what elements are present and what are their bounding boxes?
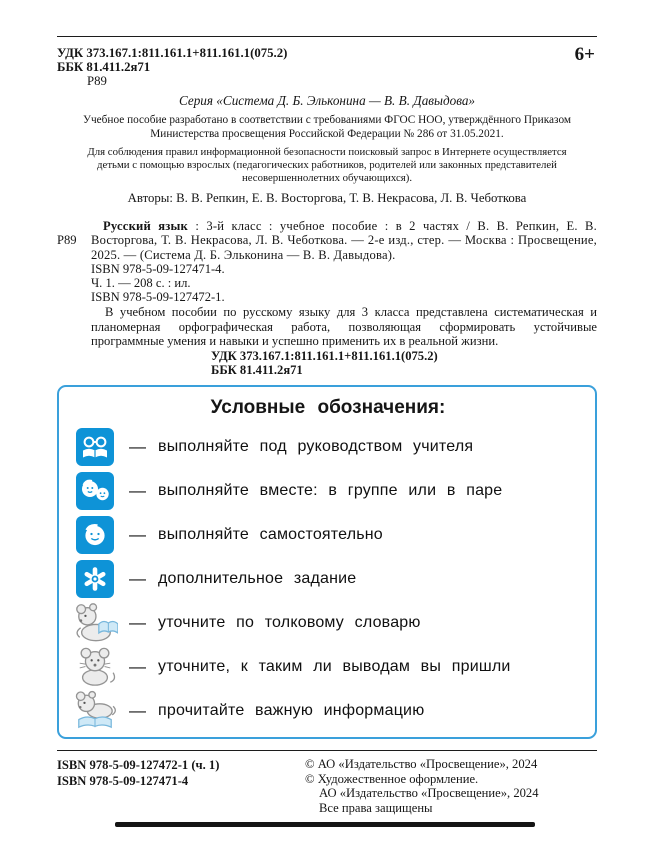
isbn-full-line: ISBN 978-5-09-127471-4. xyxy=(91,261,225,276)
footer-block xyxy=(57,750,597,815)
copyright-rights: Все права защищены xyxy=(319,800,433,815)
legend-title: Условные обозначения: xyxy=(210,397,446,419)
legend-row-teacher xyxy=(71,425,585,469)
legend-dash: — xyxy=(129,657,146,677)
pair-group-icon xyxy=(71,472,119,510)
legend-label: уточните по толковому словарю xyxy=(158,614,421,632)
age-rating-badge: 6+ xyxy=(574,44,595,65)
asterisk-icon xyxy=(71,560,119,598)
udk-line: УДК 373.167.1:811.161.1+811.161.1(075.2) xyxy=(57,46,288,60)
legend-dash: — xyxy=(129,437,146,457)
glasses-book-icon xyxy=(71,428,119,466)
legend-dash: — xyxy=(129,525,146,545)
legend-label: выполняйте самостоятельно xyxy=(158,526,383,544)
footer-isbn-full: ISBN 978-5-09-127471-4 xyxy=(57,774,189,788)
udk-bottom-line: УДК 373.167.1:811.161.1+811.161.1(075.2) xyxy=(211,349,438,364)
legend-label: уточните, к таким ли выводам вы пришли xyxy=(158,658,511,676)
internet-safety-note: Для соблюдения правил информационной безопасности поисковый запрос в Интернете осуществляется детьми с помощью взрослых (педагогических работников, родителей или законных представителей несовершеннолетних обучающихся). xyxy=(87,146,567,184)
bbk-line: ББК 81.411.2я71 xyxy=(57,60,151,74)
legend-row-group xyxy=(71,469,585,513)
bbk-bottom-line: ББК 81.411.2я71 xyxy=(211,363,303,378)
annotation-text: В учебном пособии по русскому языку для 3 класса представлена систематическая и планомерная орфографическая работа, позволяющая сформировать устойчивые программные умения и навыки и успешно применить их в реальной жизни. xyxy=(91,305,597,348)
mouse-dictionary-icon xyxy=(71,602,119,644)
legend-row-extra xyxy=(71,557,585,601)
footer-isbn-block xyxy=(57,757,219,815)
legend-label: выполняйте вместе: в группе или в паре xyxy=(158,482,503,500)
bib-title: Русский язык xyxy=(103,219,189,234)
bib-entry-rest: : 3-й класс : учебное пособие : в 2 частях / В. В. Репкин, Е. В. Восторгова, Т. В. Некрасова, Л. В. Чеботкова. — 2-е изд., стер. — Москва : Просвещение, 2025. — (Система Д. Б. Эльконина — В. В. Давыдова). xyxy=(91,219,597,262)
self-face-icon xyxy=(71,516,119,554)
legend-dash: — xyxy=(129,701,146,721)
bibliographic-card xyxy=(57,219,597,377)
top-divider xyxy=(57,36,597,37)
mouse-important-icon xyxy=(71,690,119,732)
bib-author-code: Р89 xyxy=(57,233,77,248)
authors-line: Авторы: В. В. Репкин, Е. В. Восторгова, Т. В. Некрасова, Л. В. Чеботкова xyxy=(127,191,527,206)
legend-row-conclusions xyxy=(71,645,585,689)
legend-row-self xyxy=(71,513,585,557)
legend-row-important xyxy=(71,689,585,733)
copyright-publisher-2: АО «Издательство «Просвещение», 2024 xyxy=(319,786,539,800)
copyright-art: © Художественное оформление. xyxy=(305,771,479,786)
legend-label: дополнительное задание xyxy=(158,570,357,588)
head-block xyxy=(57,46,597,88)
legend-dash: — xyxy=(129,613,146,633)
part-line: Ч. 1. — 208 с. : ил. xyxy=(91,276,191,290)
bib-entry xyxy=(91,219,597,262)
mouse-conclusions-icon xyxy=(71,646,119,688)
copyright-publisher: © АО «Издательство «Просвещение», 2024 xyxy=(305,757,538,771)
author-code-line: Р89 xyxy=(87,74,107,88)
legend-dash: — xyxy=(129,481,146,501)
fgos-note: Учебное пособие разработано в соответствии с требованиями ФГОС НОО, утверждённого Приказом Министерства просвещения Российской Федерации № 286 от 31.05.2021. xyxy=(82,114,572,140)
legend-label: прочитайте важную информацию xyxy=(158,702,425,720)
legend-dash: — xyxy=(129,569,146,589)
udk-bbk-bottom-block xyxy=(91,349,597,377)
copyright-block xyxy=(305,757,597,815)
legend-row-dictionary xyxy=(71,601,585,645)
legend-label: выполняйте под руководством учителя xyxy=(158,438,474,456)
page-bottom-bar xyxy=(115,822,535,827)
footer-isbn-part: ISBN 978-5-09-127472-1 (ч. 1) xyxy=(57,758,220,772)
isbn-part-line: ISBN 978-5-09-127472-1. xyxy=(91,290,225,305)
legend-box xyxy=(57,385,597,739)
series-title: Серия «Система Д. Б. Эльконина — В. В. Давыдова» xyxy=(178,93,476,108)
